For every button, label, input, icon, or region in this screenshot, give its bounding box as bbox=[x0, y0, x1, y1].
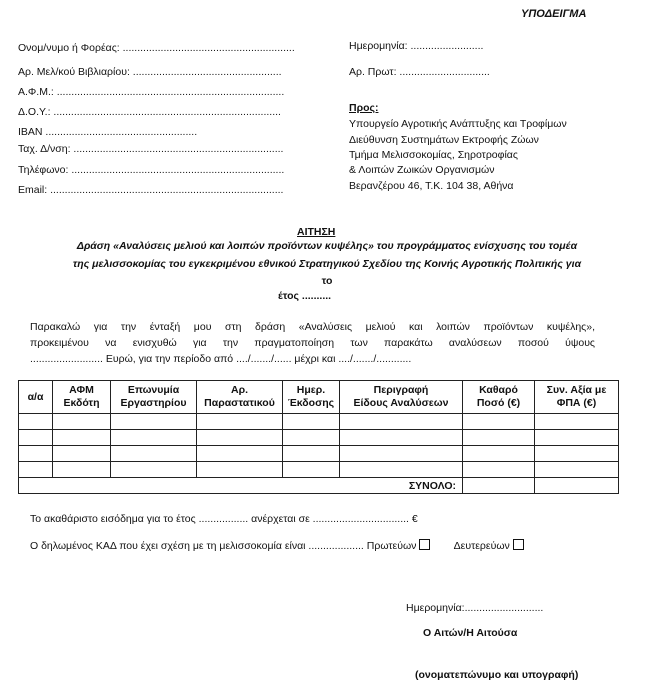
signature-date[interactable]: Ημερομηνία:........................... bbox=[406, 602, 544, 614]
table-cell[interactable] bbox=[53, 446, 111, 462]
recipient-line: & Λοιπών Ζωικών Οργανισμών bbox=[349, 164, 495, 176]
table-cell[interactable] bbox=[535, 414, 619, 430]
column-header: α/α bbox=[19, 381, 53, 414]
table-cell[interactable] bbox=[340, 430, 463, 446]
table-cell[interactable] bbox=[340, 462, 463, 478]
income-declaration[interactable]: Το ακαθάριστο εισόδημα για το έτος ................. ανέρχεται σε ................................. € bbox=[30, 513, 418, 525]
total-net-cell[interactable] bbox=[463, 478, 535, 494]
table-cell[interactable] bbox=[19, 446, 53, 462]
column-header: ΑΦΜ Εκδότη bbox=[53, 381, 111, 414]
field-name[interactable]: Ονομ/νυμο ή Φορέας: ........................................................... bbox=[18, 42, 295, 54]
column-header: Συν. Αξία με ΦΠΑ (€) bbox=[535, 381, 619, 414]
table-cell[interactable] bbox=[19, 430, 53, 446]
table-cell[interactable] bbox=[197, 414, 283, 430]
field-email[interactable]: Email: ................................................................................ bbox=[18, 184, 284, 196]
table-cell[interactable] bbox=[197, 446, 283, 462]
field-protocol[interactable]: Αρ. Πρωτ: ............................... bbox=[349, 66, 490, 78]
table-row bbox=[19, 462, 619, 478]
recipient-label: Προς: bbox=[349, 102, 379, 114]
table-cell[interactable] bbox=[283, 446, 340, 462]
recipient-line: Βερανζέρου 46, Τ.Κ. 104 38, Αθήνα bbox=[349, 180, 514, 192]
column-header: Επωνυμία Εργαστηρίου bbox=[111, 381, 197, 414]
table-cell[interactable] bbox=[535, 430, 619, 446]
recipient-line: Διεύθυνση Συστημάτων Εκτροφής Ζώων bbox=[349, 134, 539, 146]
application-year[interactable]: έτος .......... bbox=[278, 290, 332, 302]
field-address[interactable]: Ταχ. Δ/νση: ........................................................................ bbox=[18, 143, 284, 155]
table-cell[interactable] bbox=[283, 462, 340, 478]
table-body bbox=[19, 414, 619, 494]
table-cell[interactable] bbox=[463, 446, 535, 462]
body-line: προκειμένου να ενισχυθώ για την πραγματοποίηση των παρακάτω αναλύσεων ποσού ύψους bbox=[30, 337, 595, 349]
table-cell[interactable] bbox=[111, 446, 197, 462]
table-cell[interactable] bbox=[111, 462, 197, 478]
recipient-line: Υπουργείο Αγροτικής Ανάπτυξης και Τροφίμων bbox=[349, 118, 567, 130]
table-cell[interactable] bbox=[535, 446, 619, 462]
table-row bbox=[19, 446, 619, 462]
table-header-row bbox=[19, 381, 619, 414]
total-label: ΣΥΝΟΛΟ: bbox=[19, 478, 463, 494]
field-phone[interactable]: Τηλέφωνο: ......................................................................... bbox=[18, 164, 285, 176]
body-line[interactable]: ......................... Ευρώ, για την περίοδο από ..../......./...... μέχρι και ..../......./............ bbox=[30, 353, 412, 365]
column-header: Ημερ. Έκδοσης bbox=[283, 381, 340, 414]
table-cell[interactable] bbox=[463, 462, 535, 478]
table-cell[interactable] bbox=[283, 430, 340, 446]
table-cell[interactable] bbox=[19, 414, 53, 430]
primary-checkbox[interactable] bbox=[419, 539, 430, 550]
table-cell[interactable] bbox=[283, 414, 340, 430]
table-cell[interactable] bbox=[53, 430, 111, 446]
table-cell[interactable] bbox=[463, 414, 535, 430]
recipient-line: Τμήμα Μελισσοκομίας, Σηροτροφίας bbox=[349, 149, 518, 161]
column-header: Καθαρό Ποσό (€) bbox=[463, 381, 535, 414]
table-cell[interactable] bbox=[197, 462, 283, 478]
sample-label: ΥΠΟΔΕΙΓΜΑ bbox=[521, 8, 587, 20]
kad-declaration bbox=[30, 539, 524, 552]
field-iban[interactable]: IBAN .................................................... bbox=[18, 126, 198, 138]
table-row bbox=[19, 414, 619, 430]
signature-note: (ονοματεπώνυμο και υπογραφή) bbox=[415, 669, 579, 681]
applicant-label: Ο Αιτών/Η Αιτούσα bbox=[423, 627, 518, 639]
analyses-table bbox=[18, 380, 619, 494]
table-cell[interactable] bbox=[340, 446, 463, 462]
table-cell[interactable] bbox=[535, 462, 619, 478]
table-row bbox=[19, 430, 619, 446]
application-title: ΑΙΤΗΣΗ bbox=[297, 226, 336, 238]
table-cell[interactable] bbox=[197, 430, 283, 446]
total-row bbox=[19, 478, 619, 494]
body-line: Παρακαλώ για την ένταξή μου στη δράση «Αναλύσεις μελιού και λοιπών προϊόντων κυψέλης», bbox=[30, 321, 595, 333]
table-cell[interactable] bbox=[463, 430, 535, 446]
application-subtitle: Δράση «Αναλύσεις μελιού και λοιπών προϊόντων κυψέλης» του προγράμματος ενίσχυσης του τομέα bbox=[76, 240, 578, 252]
kad-text[interactable]: Ο δηλωμένος ΚΑΔ που έχει σχέση με τη μελισσοκομία είναι ................... Πρωτεύων bbox=[30, 540, 417, 552]
field-date[interactable]: Ημερομηνία: ......................... bbox=[349, 40, 484, 52]
field-beekeeper-book[interactable]: Αρ. Μελ/κού Βιβλιαρίου: ................................................... bbox=[18, 66, 282, 78]
application-subtitle: της μελισσοκομίας του εγκεκριμένου εθνικού Στρατηγικού Σχεδίου της Κοινής Αγροτικής Πολιτικής για bbox=[72, 258, 582, 270]
table-cell[interactable] bbox=[19, 462, 53, 478]
table-cell[interactable] bbox=[111, 430, 197, 446]
column-header: Αρ. Παραστατικού bbox=[197, 381, 283, 414]
table-cell[interactable] bbox=[53, 414, 111, 430]
column-header: Περιγραφή Είδους Αναλύσεων bbox=[340, 381, 463, 414]
secondary-label: Δευτερεύων bbox=[453, 540, 510, 552]
secondary-checkbox[interactable] bbox=[513, 539, 524, 550]
field-doy[interactable]: Δ.Ο.Υ.: .............................................................................. bbox=[18, 106, 281, 118]
table-cell[interactable] bbox=[53, 462, 111, 478]
application-subtitle: το bbox=[321, 275, 333, 287]
table-cell[interactable] bbox=[111, 414, 197, 430]
table-cell[interactable] bbox=[340, 414, 463, 430]
total-vat-cell[interactable] bbox=[535, 478, 619, 494]
field-afm[interactable]: Α.Φ.Μ.: .............................................................................. bbox=[18, 86, 285, 98]
